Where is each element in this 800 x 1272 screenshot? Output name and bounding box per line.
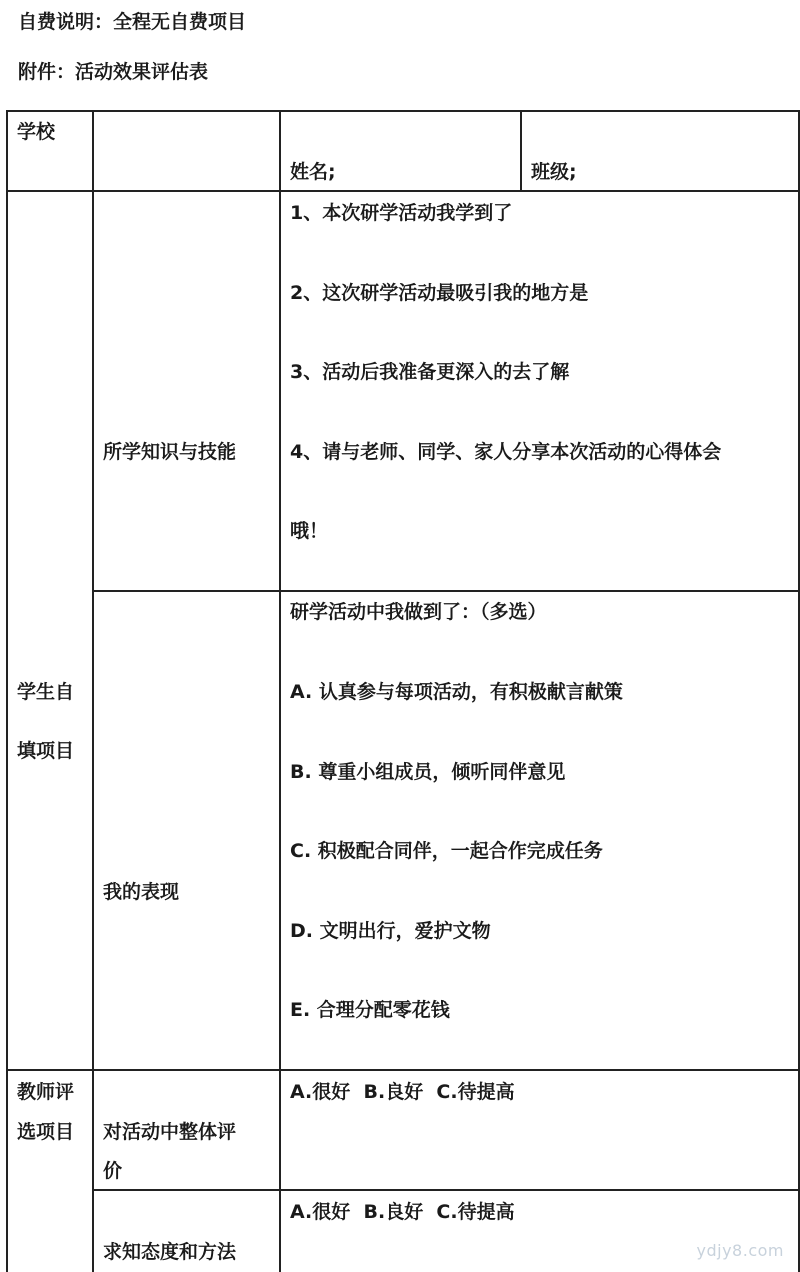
performance-option: B. 尊重小组成员，倾听同伴意见: [290, 761, 566, 783]
performance-option: C. 积极配合同伴，一起合作完成任务: [290, 840, 603, 862]
self-pay-note: 自费说明：全程无自费项目: [18, 11, 247, 33]
col-divider-1: [92, 110, 94, 1272]
col-divider-name-class: [520, 110, 522, 191]
row-divider-student: [6, 1069, 799, 1071]
watermark: ydjy8.com: [696, 1241, 784, 1260]
performance-intro: 研学活动中我做到了：（多选）: [290, 601, 547, 623]
row-divider-knowledge: [93, 590, 799, 592]
performance-label: 我的表现: [103, 881, 180, 903]
knowledge-label: 所学知识与技能: [103, 441, 237, 463]
attachment-title: 附件：活动效果评估表: [18, 61, 209, 83]
overall-rating: A.很好 B.良好 C.待提高: [290, 1081, 515, 1103]
table-border-left: [6, 110, 8, 1272]
school-label: 学校: [17, 121, 56, 143]
knowledge-item: 2、这次研学活动最吸引我的地方是: [290, 282, 589, 304]
col-divider-2: [279, 110, 281, 1272]
teacher-section-label-1: 教师评: [17, 1081, 75, 1103]
knowledge-item: 1、本次研学活动我学到了: [290, 202, 513, 224]
knowledge-item: 4、请与老师、同学、家人分享本次活动的心得体会: [290, 441, 722, 463]
name-label: 姓名;: [290, 161, 336, 183]
performance-option: A. 认真参与每项活动，有积极献言献策: [290, 681, 623, 703]
performance-option: E. 合理分配零花钱: [290, 999, 450, 1021]
row-divider-school: [6, 190, 799, 192]
performance-option: D. 文明出行，爱护文物: [290, 920, 491, 942]
attitude-label: 求知态度和方法: [103, 1241, 237, 1263]
teacher-section-label-2: 选项目: [17, 1121, 75, 1143]
class-label: 班级;: [531, 161, 577, 183]
table-border-top: [6, 110, 799, 112]
row-divider-overall: [93, 1189, 799, 1191]
knowledge-item: 哦！: [290, 520, 329, 542]
overall-label-2: 价: [103, 1160, 123, 1182]
knowledge-item: 3、活动后我准备更深入的去了解: [290, 361, 570, 383]
overall-label-1: 对活动中整体评: [103, 1121, 237, 1143]
student-section-label-1: 学生自: [17, 681, 75, 703]
student-section-label-2: 填项目: [17, 740, 75, 762]
attitude-rating: A.很好 B.良好 C.待提高: [290, 1201, 515, 1223]
